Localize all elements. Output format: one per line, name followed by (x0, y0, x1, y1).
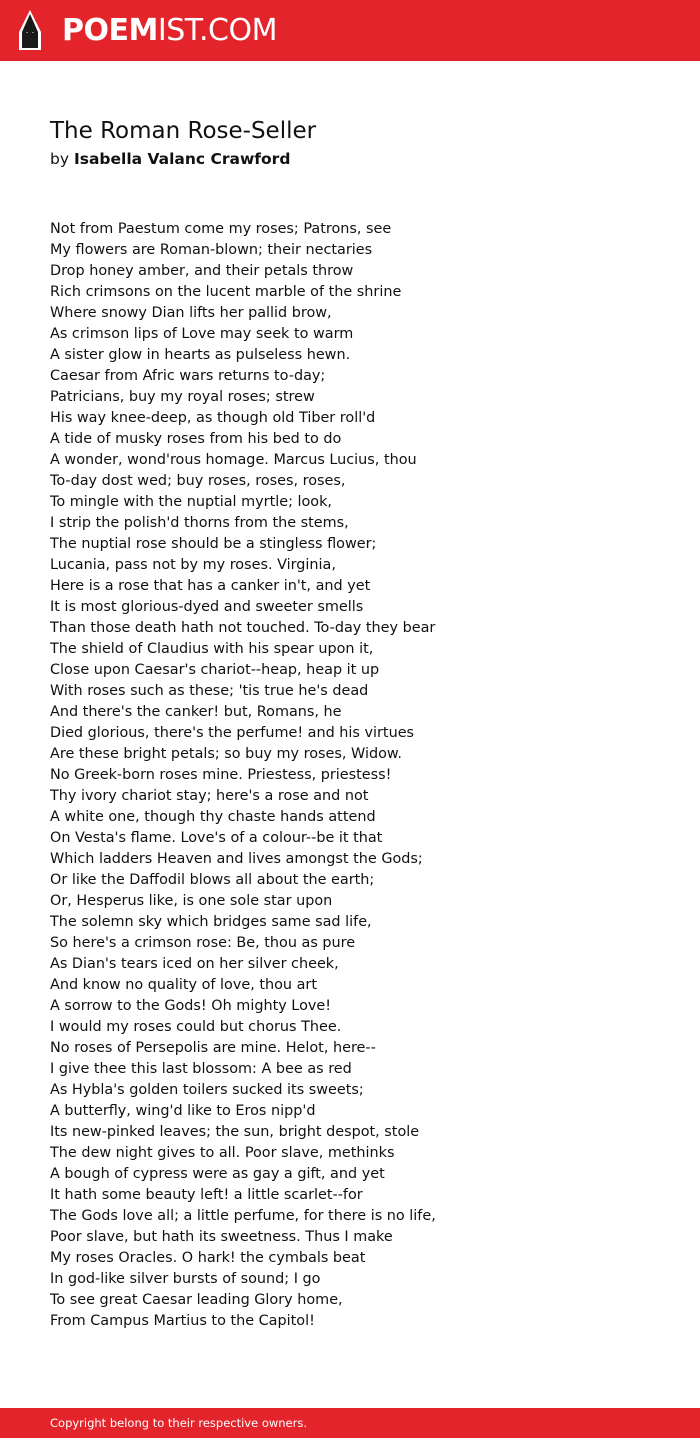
poem-line: A sorrow to the Gods! Oh mighty Love! (50, 998, 332, 1014)
poem-line: On Vesta's flame. Love's of a colour--be it that (50, 830, 383, 846)
poem-line: It is most glorious-dyed and sweeter smells (50, 599, 364, 615)
poem-line: To see great Caesar leading Glory home, (50, 1292, 343, 1308)
poem-line: Or, Hesperus like, is one sole star upon (50, 893, 333, 909)
poem-line: So here's a crimson rose: Be, thou as pure (50, 935, 356, 951)
brand-bold: POEM (62, 13, 158, 48)
poem-line: I would my roses could but chorus Thee. (50, 1019, 342, 1035)
site-footer (0, 1408, 700, 1438)
pen-nib-icon[interactable] (17, 10, 43, 52)
poem-line: It hath some beauty left! a little scarlet--for (50, 1187, 363, 1203)
poem-line: Which ladders Heaven and lives amongst the Gods; (50, 851, 423, 867)
by-label: by (50, 150, 70, 168)
poem-line: Where snowy Dian lifts her pallid brow, (50, 305, 332, 321)
poem-line: Lucania, pass not by my roses. Virginia, (50, 557, 336, 573)
poem-line: Not from Paestum come my roses; Patrons, see (50, 221, 392, 237)
poem-line: And there's the canker! but, Romans, he (50, 704, 342, 720)
poem-line: The shield of Claudius with his spear upon it, (50, 641, 374, 657)
poem-line: The dew night gives to all. Poor slave, methinks (50, 1145, 395, 1161)
poem-line: Drop honey amber, and their petals throw (50, 263, 354, 279)
poem-line: As Hybla's golden toilers sucked its sweets; (50, 1082, 364, 1098)
poem-line: From Campus Martius to the Capitol! (50, 1313, 315, 1329)
poem-line: A wonder, wond'rous homage. Marcus Lucius, thou (50, 452, 417, 468)
poem-line: His way knee-deep, as though old Tiber roll'd (50, 410, 376, 426)
poem-line: Thy ivory chariot stay; here's a rose and not (50, 788, 369, 804)
poem-line: A tide of musky roses from his bed to do (50, 431, 342, 447)
poem-line: The solemn sky which bridges same sad life, (50, 914, 372, 930)
site-header (0, 0, 700, 61)
poem-line: Than those death hath not touched. To-day they bear (50, 620, 436, 636)
poem-line: A bough of cypress were as gay a gift, and yet (50, 1166, 385, 1182)
poem-line: My roses Oracles. O hark! the cymbals beat (50, 1250, 366, 1266)
poem-line: Caesar from Afric wars returns to-day; (50, 368, 326, 384)
poem-line: In god-like silver bursts of sound; I go (50, 1271, 321, 1287)
poem-line: As crimson lips of Love may seek to warm (50, 326, 354, 342)
copyright-text: Copyright belong to their respective owners. (50, 1416, 308, 1430)
site-logo-text[interactable] (62, 13, 277, 49)
poem-line: As Dian's tears iced on her silver cheek, (50, 956, 339, 972)
brand-rest: IST.COM (157, 13, 277, 48)
author-name: Isabella Valanc Crawford (73, 150, 291, 168)
poem-body (50, 219, 670, 1332)
poem-line: Died glorious, there's the perfume! and his virtues (50, 725, 415, 741)
poem-line: No roses of Persepolis are mine. Helot, here-- (50, 1040, 376, 1056)
poem-line: The Gods love all; a little perfume, for there is no life, (50, 1208, 436, 1224)
poem-line: A sister glow in hearts as pulseless hewn. (50, 347, 351, 363)
poem-line: Here is a rose that has a canker in't, and yet (50, 578, 371, 594)
poem-line: To mingle with the nuptial myrtle; look, (50, 494, 333, 510)
poem-line: Its new-pinked leaves; the sun, bright despot, stole (50, 1124, 420, 1140)
poem-line: I strip the polish'd thorns from the stems, (50, 515, 349, 531)
poem-line: With roses such as these; 'tis true he's dead (50, 683, 369, 699)
poem-line: My flowers are Roman-blown; their nectaries (50, 242, 373, 258)
poem-line: And know no quality of love, thou art (50, 977, 317, 993)
poem-line: Poor slave, but hath its sweetness. Thus I make (50, 1229, 393, 1245)
poem-line: A butterfly, wing'd like to Eros nipp'd (50, 1103, 316, 1119)
poem-line: No Greek-born roses mine. Priestess, priestess! (50, 767, 392, 783)
poem-line: Patricians, buy my royal roses; strew (50, 389, 315, 405)
poem-line: A white one, though thy chaste hands attend (50, 809, 376, 825)
poem-line: The nuptial rose should be a stingless flower; (50, 536, 377, 552)
poem-line: Or like the Daffodil blows all about the earth; (50, 872, 375, 888)
poem-line: Close upon Caesar's chariot--heap, heap it up (50, 662, 380, 678)
poem-line: Are these bright petals; so buy my roses, Widow. (50, 746, 402, 762)
poem-line: I give thee this last blossom: A bee as red (50, 1061, 352, 1077)
poem-line: To-day dost wed; buy roses, roses, roses, (50, 473, 346, 489)
poem-line: Rich crimsons on the lucent marble of the shrine (50, 284, 402, 300)
poem-title: The Roman Rose-Seller (50, 118, 317, 144)
poem-byline (50, 149, 290, 169)
